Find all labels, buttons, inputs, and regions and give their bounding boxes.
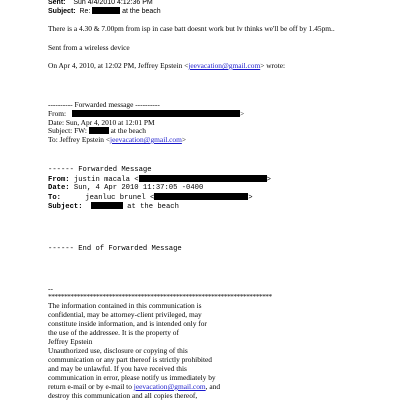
forwarded-message-divider: ------ Forwarded Message bbox=[48, 166, 152, 174]
forward-subject-suffix: at the beach bbox=[110, 126, 146, 135]
subject-label: Subject: bbox=[48, 8, 76, 15]
subject-suffix: at the beach bbox=[122, 8, 161, 15]
fm-to-row: To: jeanluc brunel < > bbox=[48, 194, 253, 202]
forward-subject-prefix: Subject: FW: bbox=[48, 126, 87, 135]
reply-intro bbox=[48, 61, 285, 70]
redaction-bar bbox=[72, 110, 240, 117]
signature-text: Sent from a wireless device bbox=[48, 43, 130, 52]
fm-subject-suffix: at the beach bbox=[127, 203, 179, 211]
subject-row bbox=[48, 6, 161, 16]
forward-to-prefix: To: Jeffrey Epstein < bbox=[48, 135, 111, 144]
disclaimer-line: communication or any part thereof is strictly prohibited bbox=[48, 355, 212, 364]
disclaimer-line: the use of the addressee. It is the property of bbox=[48, 328, 179, 337]
disclaimer-line: and may be unlawful. If you have received this bbox=[48, 364, 187, 373]
disclaimer-line: Jeffrey Epstein bbox=[48, 337, 93, 346]
disclaimer-dashes: -- bbox=[48, 284, 53, 293]
disclaimer-line: communication in error, please notify us immediately by bbox=[48, 373, 216, 382]
sent-label: Sent: bbox=[48, 0, 66, 6]
fm-from-label: From: bbox=[48, 176, 70, 184]
forward-to-email-link[interactable]: jeevacation@gmail.com bbox=[110, 135, 182, 144]
redaction-bar bbox=[139, 175, 267, 182]
reply-intro-suffix: > wrote: bbox=[260, 61, 286, 70]
notify-suffix: , and bbox=[205, 382, 221, 391]
forwarded-message-end: ------ End of Forwarded Message bbox=[48, 245, 182, 253]
disclaimer-line: constitute inside information, and is intended only for bbox=[48, 319, 207, 328]
message-text: There is a 4.30 & 7.00pm from isp in case batt doesnt work but lv thinks we'll be off by 1.45pm.. bbox=[48, 24, 335, 33]
fm-date-row bbox=[48, 184, 203, 193]
disclaimer-notify-row bbox=[48, 382, 220, 391]
notify-email-link[interactable]: jeevacation@gmail.com bbox=[133, 382, 206, 391]
fm-date-value: Sun, 4 Apr 2010 11:37:05 -0400 bbox=[73, 184, 204, 192]
forward-from-row: From: > bbox=[48, 109, 245, 118]
sent-value: Sun 4/4/2010 4:12:36 PM bbox=[73, 0, 153, 6]
disclaimer-line: Unauthorized use, disclosure or copying of this bbox=[48, 346, 188, 355]
subject-prefix: Re: bbox=[79, 8, 91, 15]
forward-subject-row bbox=[48, 126, 146, 135]
fm-to-value: jeanluc brunel < bbox=[85, 194, 155, 202]
fm-to-label: To: bbox=[48, 194, 61, 202]
redaction-bar bbox=[154, 193, 248, 200]
forward-divider: ---------- Forwarded message ---------- bbox=[48, 100, 160, 109]
disclaimer-line: The information contained in this communication is bbox=[48, 301, 202, 310]
fm-subject-row bbox=[48, 202, 179, 212]
redaction-bar bbox=[92, 7, 120, 14]
fm-from-row: From: justin macala < > bbox=[48, 176, 271, 184]
disclaimer-line: confidential, may be attorney-client privileged, may bbox=[48, 310, 202, 319]
forward-to-suffix: > bbox=[181, 135, 187, 144]
reply-intro-email-link[interactable]: jeevacation@gmail.com bbox=[188, 61, 261, 70]
redaction-bar bbox=[89, 127, 109, 134]
forward-from-label: From: bbox=[48, 109, 67, 118]
forward-date: Date: Sun, Apr 4, 2010 at 12:01 PM bbox=[48, 118, 155, 127]
fm-date-label: Date: bbox=[48, 184, 70, 192]
disclaimer-last-line: destroy this communication and all copies thereof, bbox=[48, 391, 198, 400]
redaction-bar bbox=[91, 202, 123, 209]
notify-prefix: return e-mail or by e-mail to bbox=[48, 382, 134, 391]
forward-to-row bbox=[48, 135, 186, 144]
disclaimer-stars: ********************************************************************** bbox=[48, 292, 272, 301]
fm-subject-label: Subject: bbox=[48, 203, 83, 211]
reply-intro-prefix: On Apr 4, 2010, at 12:02 PM, Jeffrey Epstein < bbox=[48, 61, 189, 70]
fm-from-value: justin macala < bbox=[73, 176, 139, 184]
